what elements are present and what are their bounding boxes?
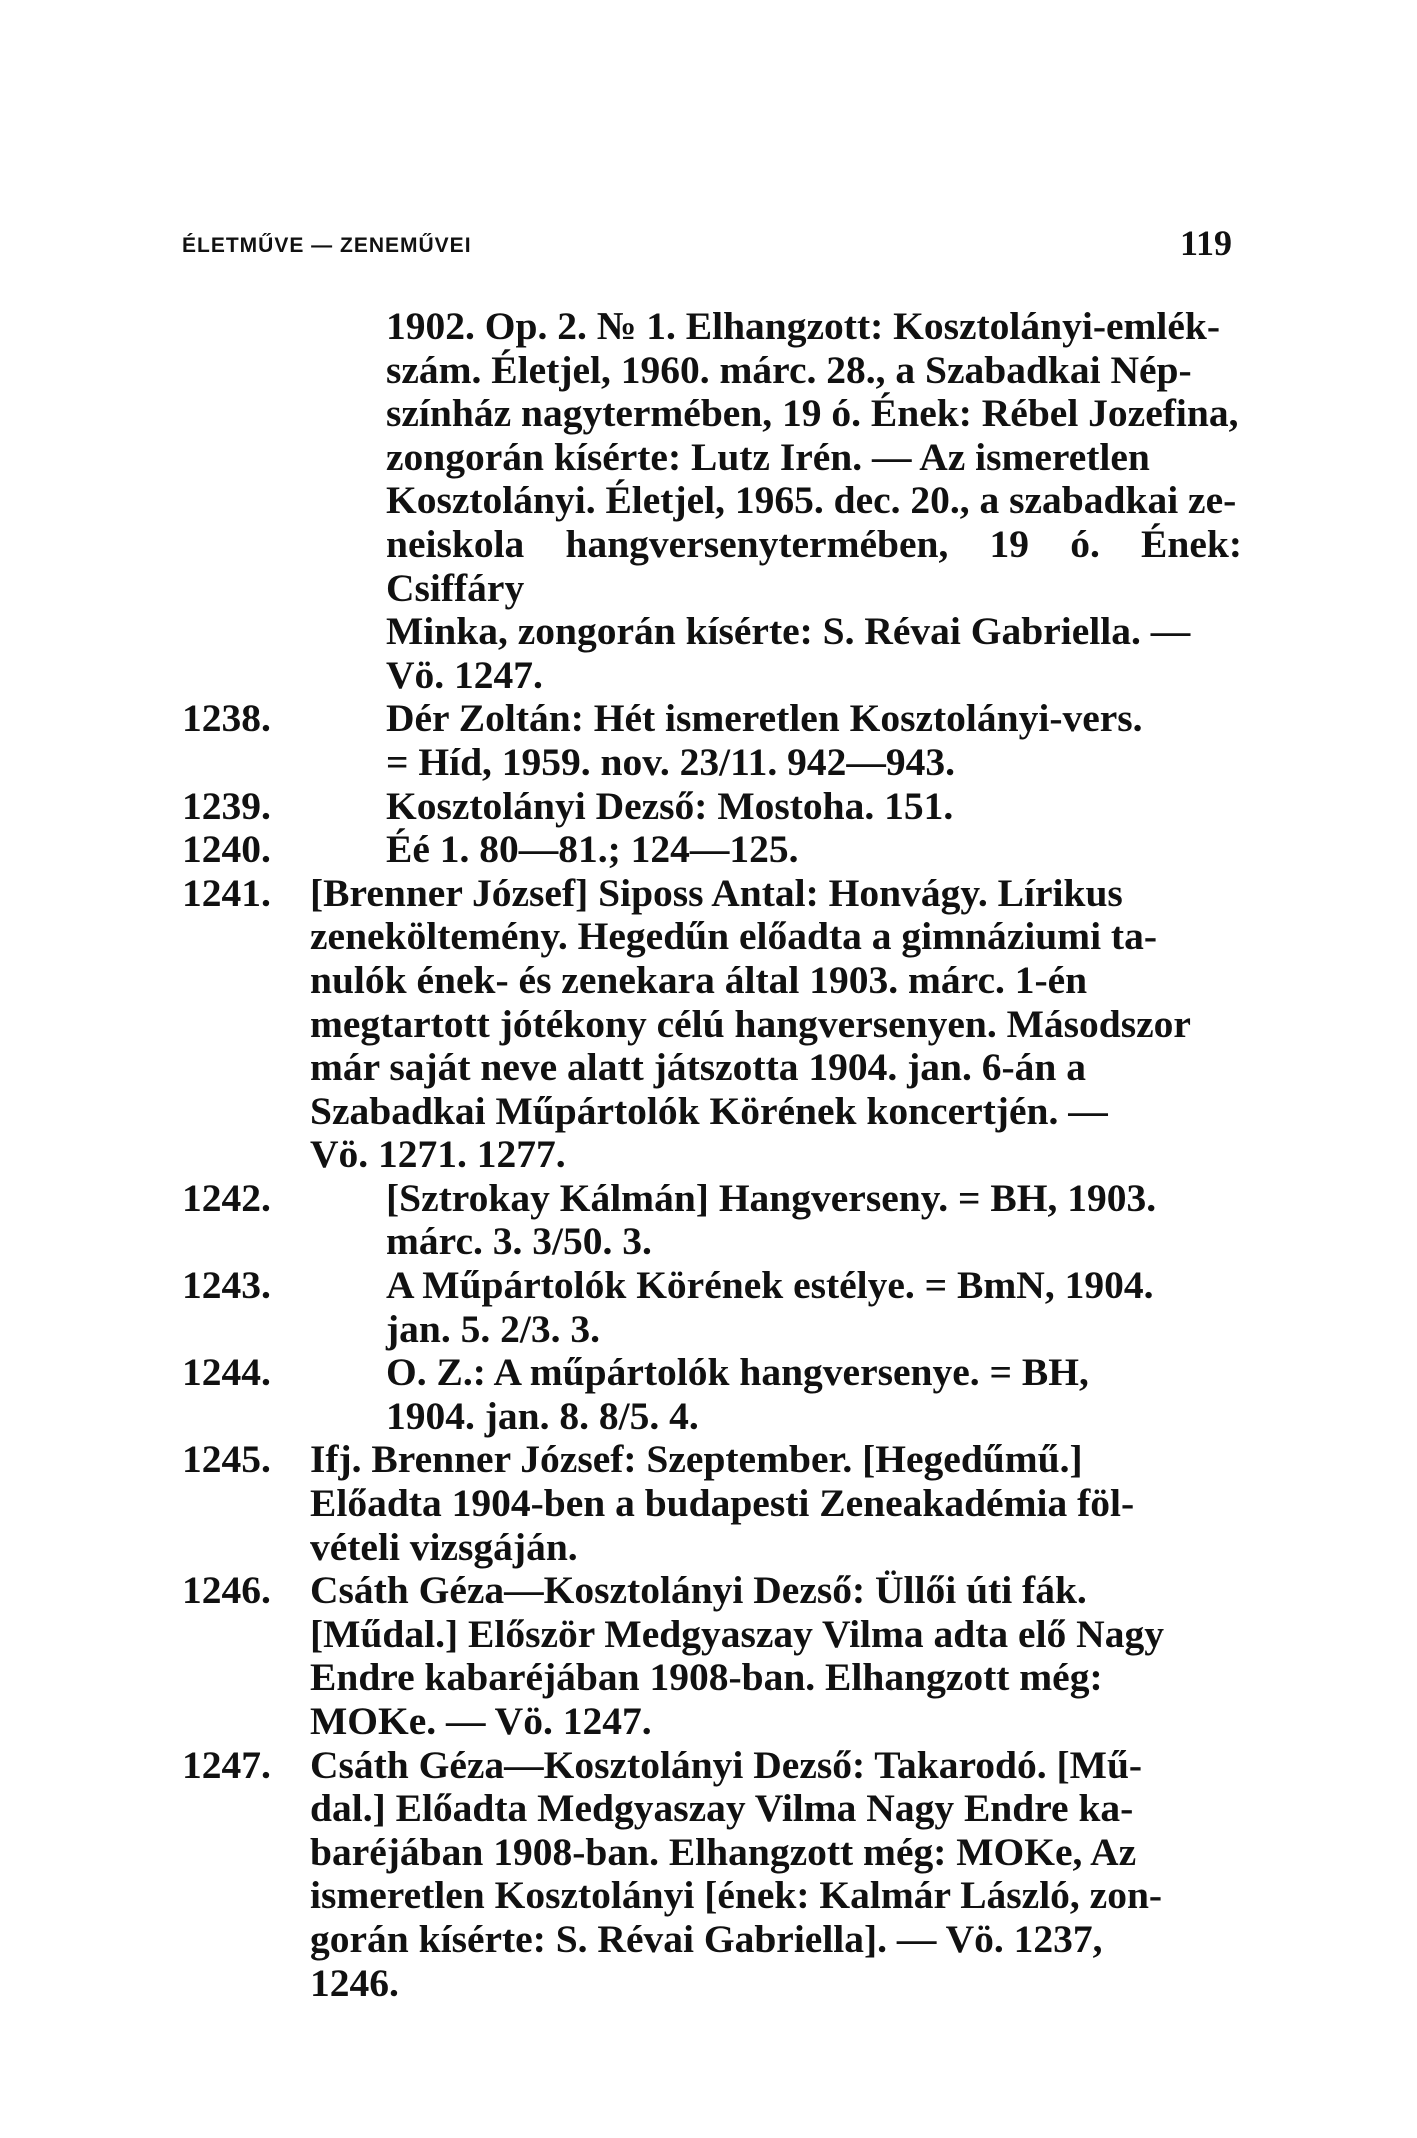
entry-number: 1239. <box>182 783 271 828</box>
entry-1244 <box>182 1351 1242 1438</box>
entry-text: Éé 1. 80—81.; 124—125. <box>386 827 799 872</box>
entry-number: 1240. <box>182 827 271 872</box>
entry-1246 <box>182 1569 1242 1743</box>
entry-text: Csáth Géza—Kosztolányi Dezső: Takarodó. [Mű- dal.] Előadta Medgyaszay Vilma Nagy Endre ka- baréjában 1908-ban. Elhangzott még: MOKe, Az ismeretlen Kosztolányi [ének: Kalmár László, zon- gorán kísérte: S. Révai Gabriella]. — Vö. 1237, 1246. <box>310 1742 1163 2005</box>
entry-1247 <box>182 1744 1242 2006</box>
entry-number: 1238. <box>182 696 271 741</box>
entry-number: 1243. <box>182 1263 271 1308</box>
entry-number: 1245. <box>182 1437 271 1482</box>
entry-continuation <box>182 305 1242 697</box>
entry-1242 <box>182 1177 1242 1264</box>
entry-number: 1242. <box>182 1175 271 1220</box>
entry-text: Dér Zoltán: Hét ismeretlen Kosztolányi-vers. = Híd, 1959. nov. 23/11. 942—943. <box>386 696 1143 784</box>
entry-1243 <box>182 1264 1242 1351</box>
entry-1239 <box>182 785 1242 829</box>
entry-text: A Műpártolók Körének estélye. = BmN, 1904. jan. 5. 2/3. 3. <box>386 1263 1154 1351</box>
entry-text: Csáth Géza—Kosztolányi Dezső: Üllői úti fák. [Műdal.] Először Medgyaszay Vilma adta elő Nagy Endre kabaréjában 1908-ban. Elhangzott még: MOKe. — Vö. 1247. <box>310 1568 1164 1743</box>
entry-text: 1902. Op. 2. № 1. Elhangzott: Kosztolányi-emlék- szám. Életjel, 1960. márc. 28., a Szabadkai Nép- színház nagytermében, 19 ó. Ének: Rébel Jozefina, zongorán kísérte: Lutz Irén. — Az ismeretlen Kosztolányi. Életjel, 1965. dec. 20., a szabadkai ze- neiskola hangversenytermében, 19 ó. Ének: Csiffáry Minka, zongorán kísérte: S. Révai Gabriella. — Vö. 1247. <box>386 304 1242 697</box>
entry-list <box>182 305 1242 2005</box>
entry-number: 1247. <box>182 1742 271 1787</box>
entry-text: O. Z.: A műpártolók hangversenye. = BH, 1904. jan. 8. 8/5. 4. <box>386 1350 1089 1438</box>
entry-number: 1246. <box>182 1568 271 1613</box>
page-number: 119 <box>1180 223 1233 263</box>
entry-text: Kosztolányi Dezső: Mostoha. 151. <box>386 783 954 828</box>
entry-1238 <box>182 697 1242 784</box>
running-head: ÉLETMŰVE — ZENEMŰVEI <box>182 234 472 257</box>
entry-1245 <box>182 1438 1242 1569</box>
entry-number: 1241. <box>182 870 271 915</box>
entry-text: [Brenner József] Siposs Antal: Honvágy. Lírikus zeneköltemény. Hegedűn előadta a gimnáziumi ta- nulók ének- és zenekara által 1903. márc. 1-én megtartott jótékony célú hangversenyen. Másodszor már saját neve alatt játszotta 1904. jan. 6-án a Szabadkai Műpártolók Körének koncertjén. — Vö. 1271. 1277. <box>310 870 1191 1177</box>
entry-1240 <box>182 828 1242 872</box>
entry-number: 1244. <box>182 1350 271 1395</box>
entry-text: [Sztrokay Kálmán] Hangverseny. = BH, 1903. márc. 3. 3/50. 3. <box>386 1175 1157 1264</box>
entry-1241 <box>182 872 1242 1177</box>
entry-text: Ifj. Brenner József: Szeptember. [Hegedűmű.] Előadta 1904-ben a budapesti Zeneakadémia föl- vételi vizsgáján. <box>310 1437 1135 1569</box>
